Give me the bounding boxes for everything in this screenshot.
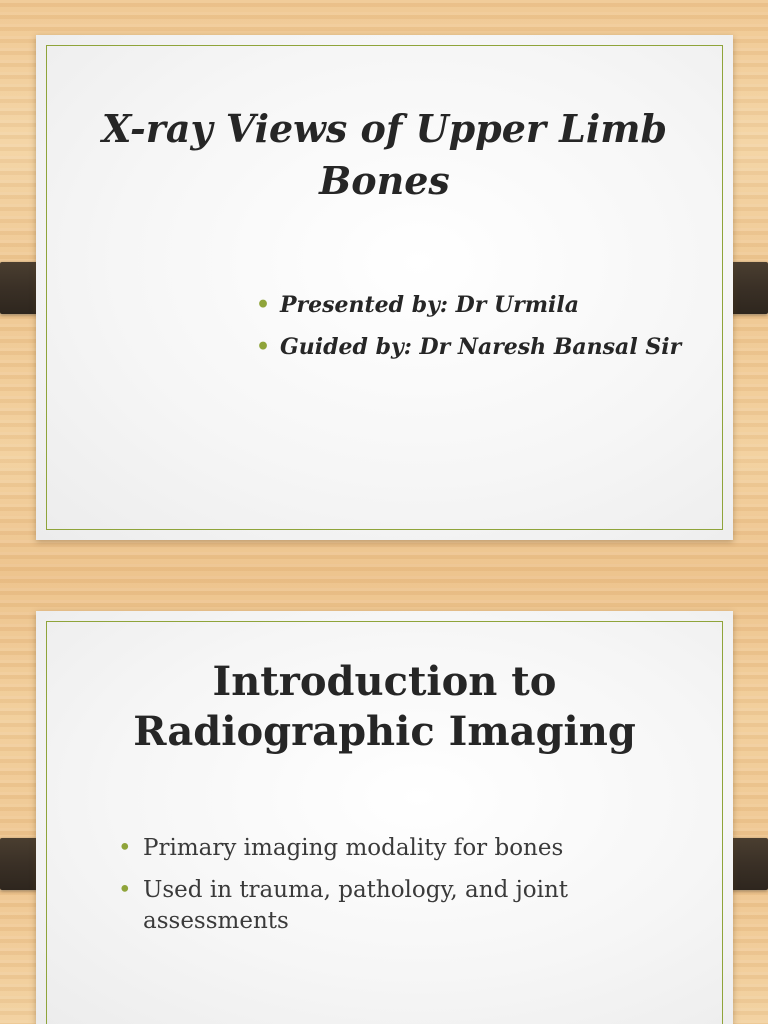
bullet-text: Primary imaging modality for bones: [143, 835, 564, 861]
slide-1[interactable]: [36, 35, 733, 540]
bullet-list: [118, 833, 678, 948]
slide-title: Introduction to Radiographic Imaging: [133, 658, 636, 755]
bullet-icon: •: [118, 877, 132, 903]
list-item: [118, 875, 678, 937]
presenter-text: Presented by: Dr Urmila: [280, 292, 580, 318]
bullet-list: [256, 290, 716, 374]
bullet-icon: •: [256, 334, 271, 360]
slide-title: X-ray Views of Upper Limb Bones: [101, 106, 668, 203]
list-item: [256, 290, 716, 321]
bullet-text: Used in trauma, pathology, and joint assessments: [143, 877, 568, 934]
slide-2[interactable]: [36, 611, 733, 1024]
list-item: [256, 332, 716, 363]
guide-text: Guided by: Dr Naresh Bansal Sir: [280, 334, 682, 360]
bullet-icon: •: [118, 835, 132, 861]
bullet-icon: •: [256, 292, 271, 318]
list-item: [118, 833, 678, 864]
